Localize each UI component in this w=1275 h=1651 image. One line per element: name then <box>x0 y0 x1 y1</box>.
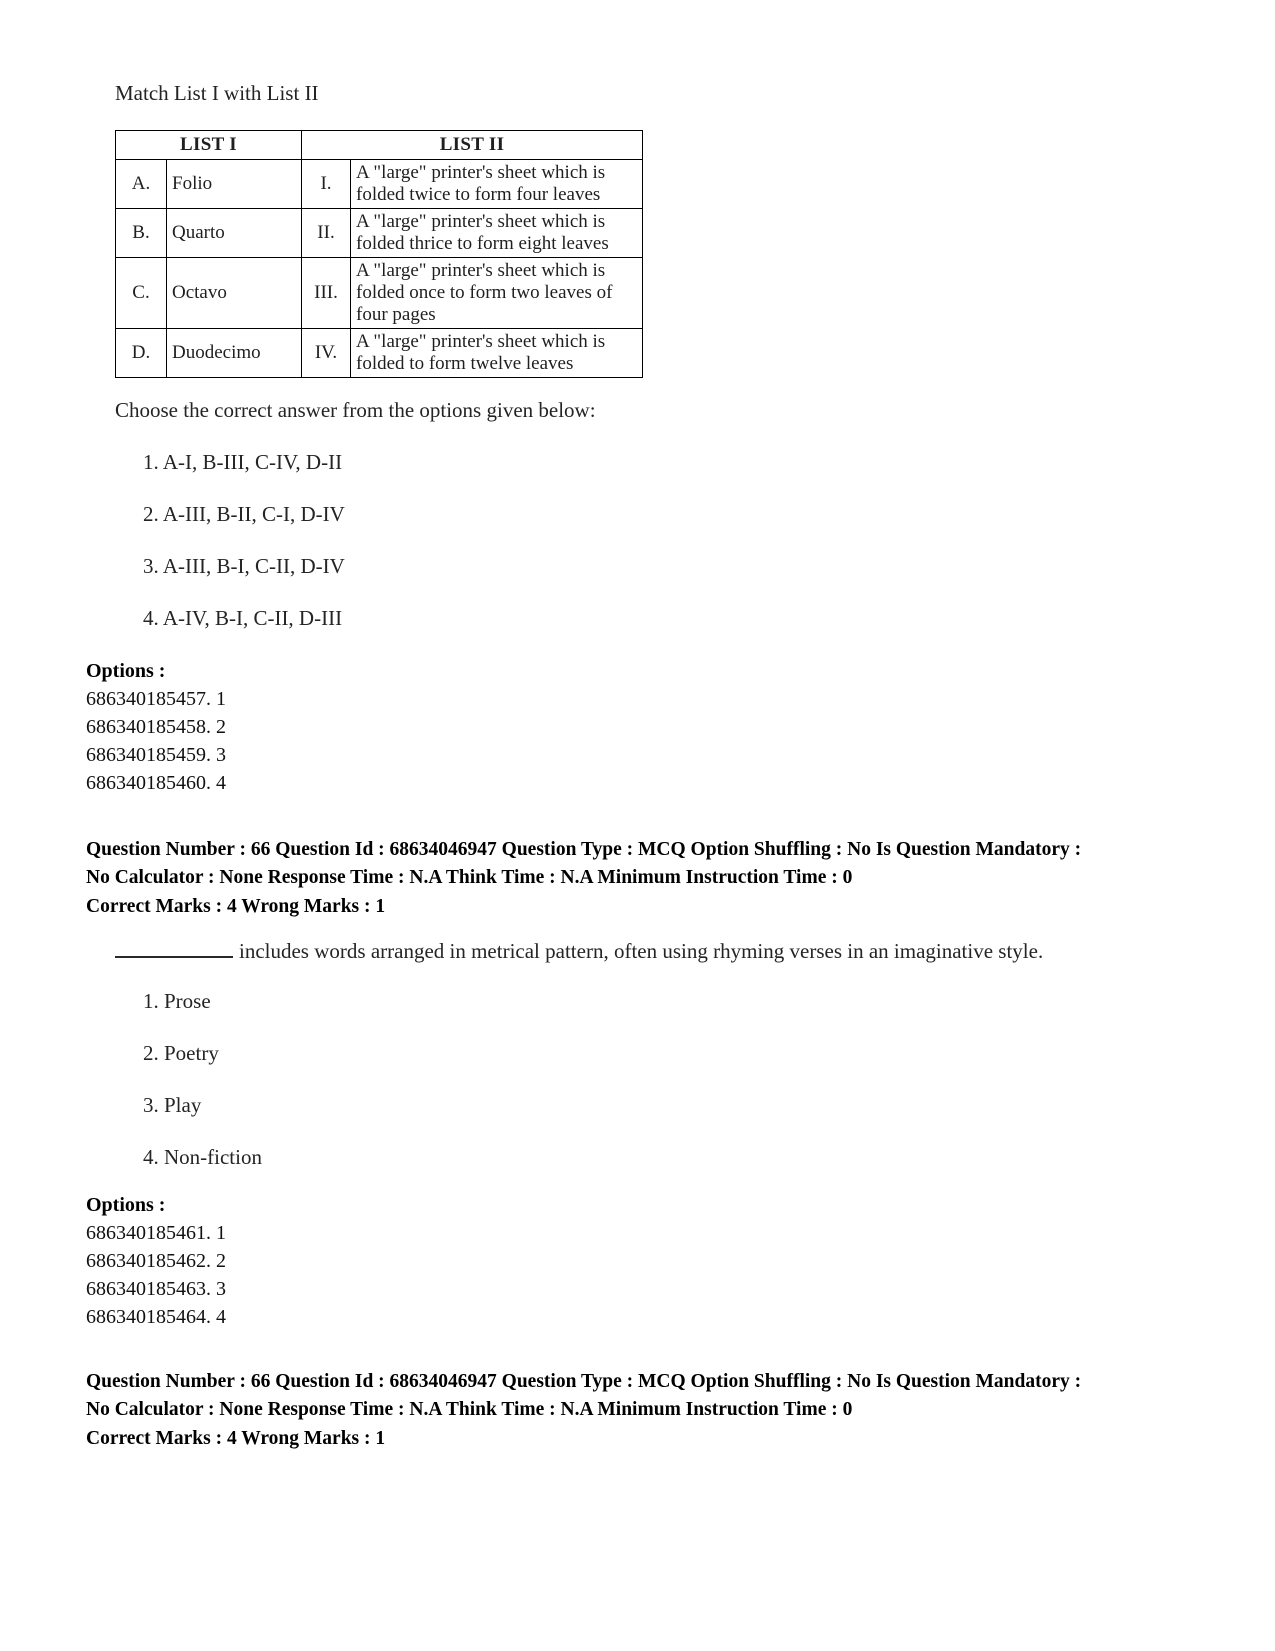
question-2-option-id-3: 686340185463. 3 <box>86 1278 226 1300</box>
row-key-b: B. <box>116 209 167 258</box>
row-desc-iii: A "large" printer's sheet which is folded once to form two leaves of four pages <box>351 258 643 329</box>
question-1-option-id-3: 686340185459. 3 <box>86 744 226 766</box>
metadata-1-line-3: Correct Marks : 4 Wrong Marks : 1 <box>86 895 386 917</box>
header-list-1: LIST I <box>116 131 302 160</box>
row-desc-i: A "large" printer's sheet which is folded twice to form four leaves <box>351 160 643 209</box>
question-1-choice-4[interactable]: 4. A-IV, B-I, C-II, D-III <box>143 606 343 630</box>
table-row <box>116 258 643 329</box>
fill-in-blank <box>115 940 233 958</box>
question-2-option-id-1: 686340185461. 1 <box>86 1222 226 1244</box>
question-2-option-id-4: 686340185464. 4 <box>86 1306 226 1328</box>
header-list-2: LIST II <box>302 131 643 160</box>
question-1-option-id-4: 686340185460. 4 <box>86 772 226 794</box>
question-1-metadata <box>86 836 1191 921</box>
row-key-d: D. <box>116 329 167 378</box>
question-2-stem-text: includes words arranged in metrical pattern, often using rhyming verses in an imaginative style. <box>239 939 1044 963</box>
metadata-2-line-1: Question Number : 66 Question Id : 68634046947 Question Type : MCQ Option Shuffling : No Is Question Mandatory : <box>86 1371 1082 1392</box>
row-roman-ii: II. <box>302 209 351 258</box>
question-2-stem <box>115 938 1043 964</box>
metadata-2-line-2: No Calculator : None Response Time : N.A Think Time : N.A Minimum Instruction Time : 0 <box>86 1399 853 1421</box>
table-row <box>116 160 643 209</box>
question-2-choice-3[interactable]: 3. Play <box>143 1093 202 1117</box>
question-2-metadata <box>86 1368 1191 1453</box>
row-item-d: Duodecimo <box>167 329 302 378</box>
match-list-table <box>115 130 643 378</box>
row-roman-i: I. <box>302 160 351 209</box>
table-row <box>116 329 643 378</box>
question-2-options-label: Options : <box>86 1194 166 1216</box>
row-key-a: A. <box>116 160 167 209</box>
question-1-option-id-1: 686340185457. 1 <box>86 688 226 710</box>
question-2-choice-4[interactable]: 4. Non-fiction <box>143 1145 262 1169</box>
metadata-1-line-2: No Calculator : None Response Time : N.A Think Time : N.A Minimum Instruction Time : 0 <box>86 867 853 889</box>
row-item-a: Folio <box>167 160 302 209</box>
row-desc-ii: A "large" printer's sheet which is folded thrice to form eight leaves <box>351 209 643 258</box>
table-header-row <box>116 131 643 160</box>
question-1-choice-2[interactable]: 2. A-III, B-II, C-I, D-IV <box>143 502 345 526</box>
table-row <box>116 209 643 258</box>
row-roman-iii: III. <box>302 258 351 329</box>
row-roman-iv: IV. <box>302 329 351 378</box>
question-2-choice-2[interactable]: 2. Poetry <box>143 1041 219 1065</box>
question-1-options-label: Options : <box>86 660 166 682</box>
row-item-b: Quarto <box>167 209 302 258</box>
row-desc-iv: A "large" printer's sheet which is folded to form twelve leaves <box>351 329 643 378</box>
metadata-2-line-3: Correct Marks : 4 Wrong Marks : 1 <box>86 1427 386 1449</box>
question-2-choice-1[interactable]: 1. Prose <box>143 989 211 1013</box>
metadata-1-line-1: Question Number : 66 Question Id : 68634046947 Question Type : MCQ Option Shuffling : No Is Question Mandatory : <box>86 839 1082 860</box>
row-item-c: Octavo <box>167 258 302 329</box>
question-1-instruction: Choose the correct answer from the options given below: <box>115 398 596 422</box>
question-2-option-id-2: 686340185462. 2 <box>86 1250 226 1272</box>
question-1-choice-1[interactable]: 1. A-I, B-III, C-IV, D-II <box>143 450 343 474</box>
question-1-choice-3[interactable]: 3. A-III, B-I, C-II, D-IV <box>143 554 345 578</box>
question-1-stem: Match List I with List II <box>115 81 319 105</box>
question-1-option-id-2: 686340185458. 2 <box>86 716 226 738</box>
row-key-c: C. <box>116 258 167 329</box>
